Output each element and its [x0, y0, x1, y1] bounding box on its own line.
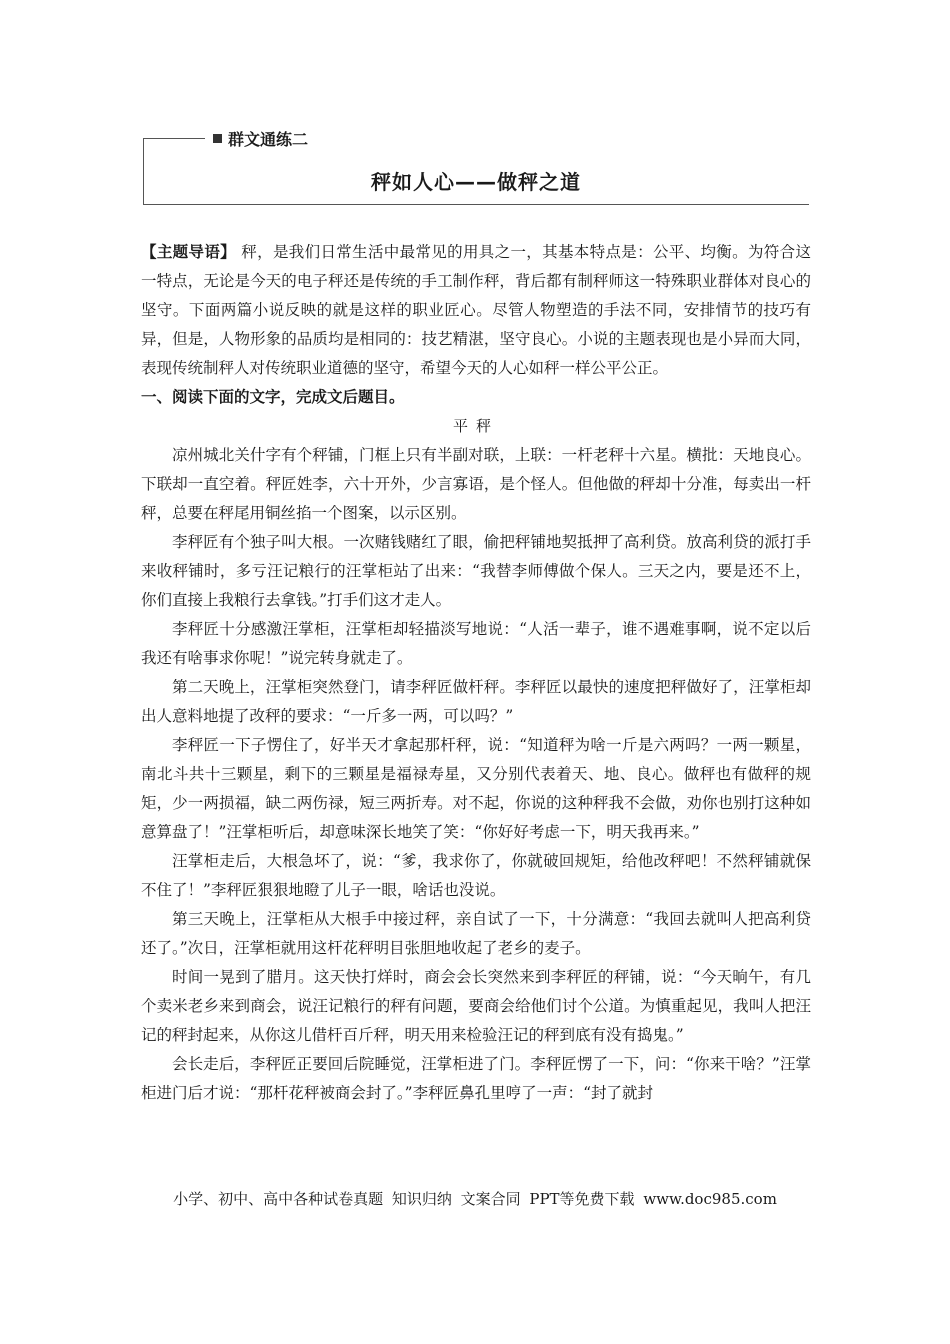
story-paragraph: 李秤匠一下子愣住了，好半天才拿起那杆秤，说：“知道秤为啥一斤是六两吗？一两一颗星，南北斗共十三颗星，剩下的三颗星是福禄寿星，又分别代表着天、地、良心。做秤也有做秤的规矩，少一两损福，缺二两伤禄，短三两折寿。对不起，你说的这种秤我不会做，劝你也别打这种如意算盘了！”汪掌柜听后，却意味深长地笑了笑：“你好好考虑一下，明天我再来。”	[141, 736, 811, 841]
story-paragraph: 凉州城北关什字有个秤铺，门框上只有半副对联，上联：一杆老秤十六星。横批：天地良心。下联却一直空着。秤匠姓李，六十开外，少言寡语，是个怪人。但他做的秤却十分准，每卖出一杆秤，总要在秤尾用铜丝掐一个图案，以示区别。	[141, 446, 811, 522]
page-footer: 小学、初中、高中各种试卷真题 知识归纳 文案合同 PPT等免费下载 www.doc985.com	[173, 1190, 777, 1208]
story-paragraph: 会长走后，李秤匠正要回后院睡觉，汪掌柜进了门。李秤匠愣了一下，问：“你来干啥？”汪掌柜进门后才说：“那杆花秤被商会封了。”李秤匠鼻孔里哼了一声：“封了就封	[141, 1055, 811, 1102]
frame-top-line	[143, 138, 205, 139]
story-paragraph: 汪掌柜走后，大根急坏了，说：“爹，我求你了，你就破回规矩，给他改秤吧！不然秤铺就保不住了！”李秤匠狠狠地瞪了儿子一眼，啥话也没说。	[141, 852, 811, 899]
main-content	[141, 238, 811, 1108]
section-label	[209, 127, 312, 149]
story-paragraph: 时间一晃到了腊月。这天快打烊时，商会会长突然来到李秤匠的秤铺，说：“今天晌午，有几个卖米老乡来到商会，说汪记粮行的秤有问题，要商会给他们讨个公道。为慎重起见，我叫人把汪记的秤封起来，从你这儿借杆百斤秤，明天用来检验汪记的秤到底有没有捣鬼。”	[141, 968, 811, 1044]
square-bullet-icon	[213, 134, 222, 143]
story-paragraph: 李秤匠有个独子叫大根。一次赌钱赌红了眼，偷把秤铺地契抵押了高利贷。放高利贷的派打手来收秤铺时，多亏汪记粮行的汪掌柜站了出来：“我替李师傅做个保人。三天之内，要是还不上，你们直接上我粮行去拿钱。”打手们这才走人。	[141, 533, 811, 609]
section-title: 秤如人心——做秤之道	[371, 170, 581, 194]
section-label-text: 群文通练二	[228, 129, 309, 149]
question-heading: 一、阅读下面的文字，完成文后题目。	[141, 388, 405, 406]
story-paragraph: 李秤匠十分感激汪掌柜，汪掌柜却轻描淡写地说：“人活一辈子，谁不遇难事啊，说不定以后我还有啥事求你呢！”说完转身就走了。	[141, 620, 811, 667]
story-paragraph: 第二天晚上，汪掌柜突然登门，请李秤匠做杆秤。李秤匠以最快的速度把秤做好了，汪掌柜却出人意料地提了改秤的要求：“一斤多一两，可以吗？”	[141, 678, 811, 725]
story-paragraph: 第三天晚上，汪掌柜从大根手中接过秤，亲自试了一下，十分满意：“我回去就叫人把高利贷还了。”次日，汪掌柜就用这杆花秤明目张胆地收起了老乡的麦子。	[141, 910, 811, 957]
story-title: 平秤	[452, 417, 499, 435]
section-header-frame	[143, 129, 809, 204]
theme-intro-text: 秤，是我们日常生活中最常见的用具之一，其基本特点是：公平、均衡。为符合这一特点，无论是今天的电子秤还是传统的手工制作秤，背后都有制秤师这一特殊职业群体对良心的坚守。下面两篇小说反映的就是这样的职业匠心。尽管人物塑造的手法不同，安排情节的技巧有异，但是，人物形象的品质均是相同的：技艺精湛，坚守良心。小说的主题表现也是小异而大同，表现传统制秤人对传统职业道德的坚守，希望今天的人心如秤一样公平公正。	[141, 243, 811, 377]
theme-intro	[141, 238, 811, 383]
frame-bottom-line	[143, 204, 809, 205]
theme-intro-label: 【主题导语】	[141, 243, 237, 261]
